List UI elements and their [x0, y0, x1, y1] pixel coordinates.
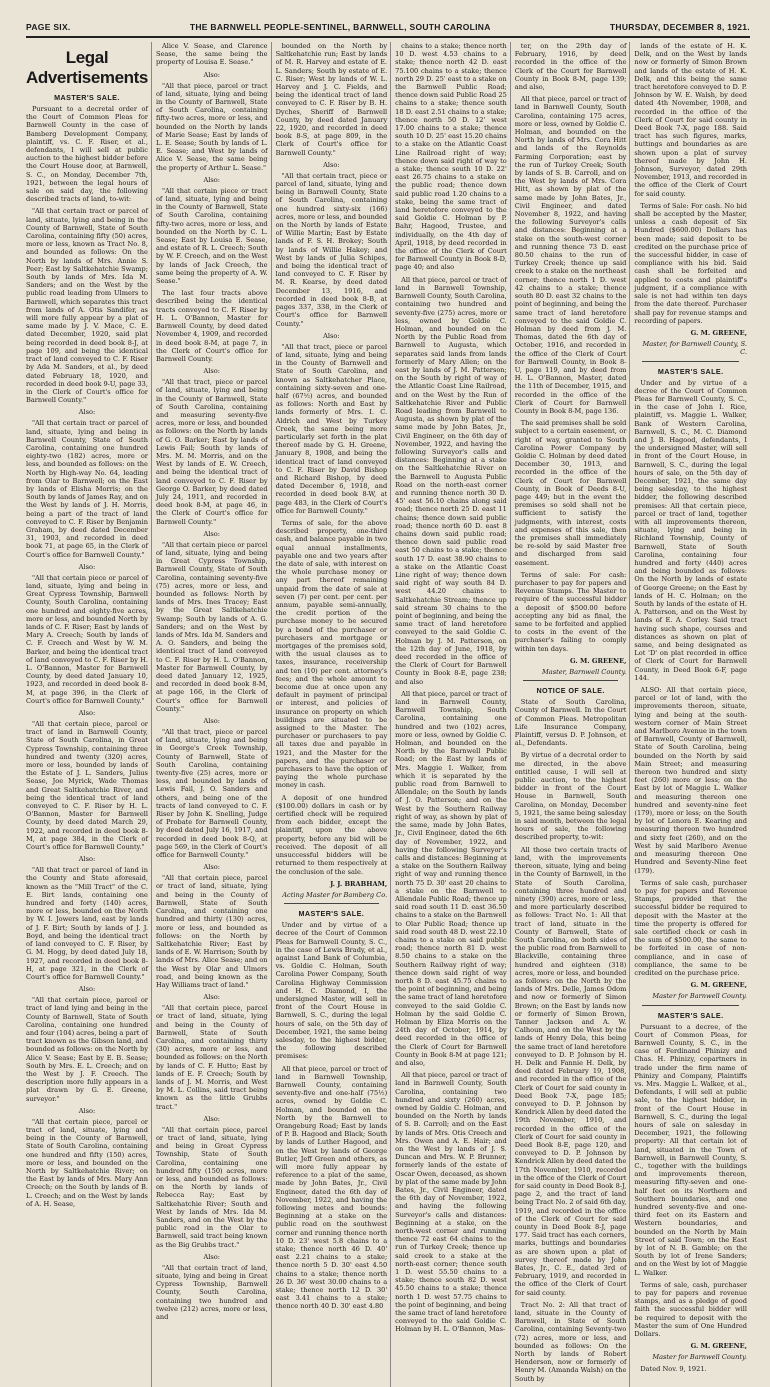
notice-paragraph: "All that certain piece or tract of land, situate, lying and being in the County of Barnwell, State of South Carolina, containing fifty-two acres, more or less, and bounded on the North by C. L. Sease; East by Louisa E. Sease, and estate of R. L. Creech; South by W. F. Creech, and on the West by lands of Jack Creech, the same being the property of A. W. Sease.": [155, 186, 268, 286]
also-label: Also:: [78, 562, 96, 571]
notice-paragraph: "All that tract or parcel of land in the County and State aforesaid, known as the "Mill Tract" of the C. E. Birt lands, containing one hundred and forty (140) acres, more or less, bounded on the North by W. I. Jowers land, east by lands of J. F. Birt; South by lands of J. J. Boyd, and being the identical tract of land conveyed to C. F. Riser, by G. M. Hogg, by deed dated July 18, 1927, and recorded in deed book 8-H, at page 321, in the Clerk of Court's office for Barnwell County.": [26, 866, 148, 981]
notice-paragraph: Terms of sale cash, purchaser to pay for papers and Revenue Stamps, provided that the successful bidder be required to deposit with the Master at the time the property is offered for sale certified check or cash in the sum of $500.00, the same to be forfeited in case of non-compliance, and in case of compliance, the same to be credited on the purchase price.: [634, 878, 747, 977]
also-label: Also:: [203, 367, 220, 376]
notice-paragraph: Under and by virtue of a decree of the Court of Common Pleas for Barnwell County, S. C., in the case of John I. Rice, plaintiff, vs. Maggie L. Walker, Bank of Western Carolina, Barnwell, S. C., M. C. Diamond and J. B. Hagood, defendants, I the undersigned Master, will sell in front of the Court House, in Barnwell, S. C., during the legal hours of sale, on the 5th day of December, 1921, the same day being salesday, to the highest bidder, the following described premises: All that certain piece, parcel or tract of land, together with all improvements thereon, situate, lying and being in Richland Township, County of Barnwell, State of South Carolina, containing four hundred and forty (440) acres and being bounded as follows: On the North by lands of estate of George Greene; on the East by lands of H. C. Holman; on the South by lands of the estate of H. A. Patterson, and on the West by lands of E. A. Corley. Said tract having such shape, courses and distances as shown on plat of same, and being designated as Lot 'D' on plat recorded in office of Clerk of Court for Barnwell County, in Deed Book 6-F, page 144.: [634, 378, 747, 682]
notice-paragraph: The said premises shall be sold subject to a certain easement, or right of way, granted to South Carolina Power Company by Goldie C. Holman by deed dated December 30, 1913, and recorded in the office of the Clerk of Court for Barnwell County, in Book of Deeds 8-U, page 449; but in the event the premises so sold shall not be sufficient to satisfy the judgments, with interest, costs and expenses of this sale, then the premises shall immediately be re-sold by said Master free and discharged from said easement.: [514, 419, 627, 567]
notice-paragraph: Alice V. Sease, and Clarence Sease, the same being the property of Louisa E. Sease.": [155, 42, 268, 67]
notice-paragraph: "All that tract, piece or parcel of land, situate, lying and being in George's Creek Township, County of Barnwell, State of South Carolina, containing twenty-five (25) acres, more or less, and bounded by lands of Lewis Fail, J. O. Sanders and others, and being one of the tracts of land conveyed to C. F. Riser by John K. Snelling, Judge of Probate for Barnwell County, by deed dated July 16, 1917, and recorded in deed book 8-Q, at page 569, in the Clerk of Court's office for Barnwell County.": [155, 728, 268, 860]
also-label: Also:: [323, 160, 340, 169]
newspaper-title: THE BARNWELL PEOPLE-SENTINEL, BARNWELL, SOUTH CAROLINA: [189, 22, 491, 32]
also-label: Also:: [203, 1252, 220, 1261]
also-label: Also:: [203, 529, 220, 538]
also-label: Also:: [78, 985, 96, 994]
notice-paragraph: All that piece, parcel or tract of land in Barnwell County, South Carolina, containing two hundred and sixty (260) acres, owned by Goldie C. Holman, and bounded on the North by lands of S. B. Carroll; and on the East by lands of Mrs. Otis Creech and Mrs. Owen and A. E. Hair; and on the West by lands of J. S. Duncan and Mrs. W. P. Brunner, formerly lands of the estate of Oscar Owen, deceased, as shown by plat of the same made by John Bates, Jr., Civil Engineer, dated the 6th day of November, 1922, and having the following Surveyor's calls and distances: Beginning at a stake, on the north-west corner and running thence 72 east 64 chains to the run of Turkey Creek; thence up said creek to a stake at the north-east corner; thence south 1 D. west 55.50 chains to a stake; thence south 82 D. west 45.50 chains to a stake; thence north 1 D. west 57.75 chains to the point of beginning, and being the same tract of land heretofore conveyed to the said Goldie C. Holman by H. L. O'Bannon, Mas-: [395, 1071, 507, 1334]
notice-heading: MASTER'S SALE.: [298, 909, 365, 919]
divider: [523, 680, 619, 681]
notice-heading: MASTER'S SALE.: [54, 93, 120, 102]
column-1: [26, 42, 152, 1387]
notice-paragraph: "All that certain piece or parcel of land, situate, lying and being in Great Cypress Township, Barnwell County, State of South Carolina, containing seventy-five (75) acres, more or less, and bounded as follows: North by lands of Mrs. Ines Tracey; East by the Great Saltkehatchie Swamp; South by lands of A. G. Sanders; and on the West by lands of Mrs. Ida M. Sanders and A. O. Sanders, and being the identical tract of land conveyed to C. F. Riser by H. L. O'Bannon, Master for Barnwell County, by deed dated January 12, 1925, and recorded in deed book 8-M, at page 166, in the Clerk of Court's office for Barnwell County.": [155, 540, 268, 713]
also-label: Also:: [78, 855, 96, 864]
also-label: Also:: [78, 709, 96, 718]
notice-paragraph: "All that certain tract or parcel of land, situate, lying and being in the County of Barnwell, State of South Carolina, containing fifty (50) acres, more or less, known as Tract No. 8, and bounded as follows: On the North by lands of Mrs. Annie S. Peer; East by Saltkehatchie Swamp; South by lands of Mrs. Ida M. Sanders; and on the West by the public road leading from Ulmers to Barnwell, which separates this tract from lands of A. Otis Sandifer, as will more fully appear by a plat of same made by J. V. Mace, C. E. dated December, 1920, said plat being recorded in deed book 8-J, at page 109, and being the identical tract of land conveyed to C. F. Riser by Ada M. Sanders, et al., by deed dated February 18, 1920, and recorded in deed book 9-U, page 33, in the Clerk of Court's office for Barnwell County.": [26, 207, 148, 405]
notice-paragraph: All those two certain tracts of land, with the improvements thereon, situate, lying and being in the County of Barnwell, in the State of South Carolina, containing three hundred and ninety (390) acres, more or less, and more particularly described as follows: Tract No. 1: All that tract of land, situate in the County of Barnwell, State of South Carolina, on both sides of the public road from Barnwell to Blackville, containing three hundred and eighteen (318) acres, more or less, and bounded as follows: on the North by the lands of Mrs. Delle, James Odom and now or formerly of Simon Brown; on the East by lands now or formerly of Simon Brown, Tanner Jackson and A. W. Calhoun, and on the West by the lands of Henry Dela, this being the same tract of land heretofore conveyed to D. P. Johnson by H. H. Delk and Fannie H. Delk, by deed dated February 19, 1908, and recorded in the office of the Clerk of Court for said county in Deed Book 7-X, page 185; conveyed to D. P. Johnson by Kendrick Allen by deed dated the 19th November, 1910, and recorded in the office of the Clerk of Court for said county in Deed Book 8-E, page 120, and conveyed to D. P. Johnson by Kendrick Allen by deed dated the 17th November, 1910, recorded in the office of the Clerk of Court for said county in Deed Book 8-J, page 2, and the tract of land being Tract No. 2 of said 6th day, 1919, and recorded in the office of the Clerk of Court for said county in Deed Book 8-J, page 177. Said tract has each corners, marks, buttings and boundaries as are shown upon a plat of survey thereof made by John Bates, Jr., C. E., dated 3rd of February, 1919, and recorded in the office of the Clerk of Court for said county.: [514, 845, 627, 1297]
notice-paragraph: A deposit of one hundred ($100.00) dollars in cash or by certified check will be required from each bidder, except the plaintiff, upon the above property, before any bid will be received. The deposit of all unsuccessful bidders will be returned to them respectively at the conclusion of the sale.: [275, 793, 388, 876]
notice-paragraph: Terms of sale: For cash: purchaser to pay for papers and Revenue Stamps. The Master to require of the successful bidder a deposit of $500.00 before accepting any bid as final, the same to be forfeited and applied to costs in the event of the purchaser's failing to comply within ten days.: [514, 570, 627, 653]
signature-name: G. M. GREENE,: [690, 328, 747, 337]
notice-paragraph: chains to a stake; thence north 10 D. west 4.53 chains to a stake; thence north 42 D. east 75.100 chains to a stake; thence north 29 D. 25' east to a stake on the Barnwell Public Road; thence down said Public Road 25 chains to a stake; thence south 18 D. east 2.51 chains to a stake; thence north 50 D. 12' west 17.00 chains to a stake; thence south 10 D. 25' east 15.20 chains to a stake on the Atlantic Coast Line Railroad right of way; thence down said right of way to a stake; thence south 10 D. 22' east 26.75 chains to a stake on the public road; thence down said public road 1.20 chains to a stake, being the same tract of land heretofore conveyed to the said Goldie C. Holman by P. Bahr, Hagood, Trustee, and individually, on the 4th day of April, 1918, by deed recorded in the office of the Clerk of Court for Barnwell County in Book 8-D, page 40; and also: [395, 42, 507, 272]
notice-paragraph: All that piece, parcel or tract of land in Barnwell Township, Barnwell County, South Carolina, containing two hundred and seventy-five (275) acres, more or less, owned by Goldie C. Holman, and bounded on the North by the Public Road from Barnwell to Augusta, which separates said lands from lands formerly of Mary Allen; on the east by lands of J. M. Patterson; on the South by right of way of the Atlantic Coast Line Railroad, and on the West by the Run of Saltkehatchie River and Public Road leading from Barnwell to Augusta, as shown by plat of the same made by John Bates, Jr., Civil Engineer, on the 6th day of November, 1922, and having the following Surveyor's calls and distances: Beginning at a stake on the Saltkehatchie River on the Barnwell to Augusta Public Road on the north-east corner and running thence north 30 D. 45' east 56.10 chains along said road; thence north 25 D. east 11 chains; thence down said public road; thence north 60 D. east 8 chains down said public road; thence down said public road east 50 chains to a stake; thence south 17 D. east 38.90 chains to a stake on the Atlantic Coast Line right of way; thence down said right of way south 84 D. west 44.20 chains to Saltkehatchie Stream; thence up said stream 30 chains to the point of beginning, and being the same tract of land heretofore conveyed to the said Goldie C. Holman by J. M. Patterson, on the 12th day of June, 1918, by deed recorded in the office of the Clerk of Court for Barnwell County in Book 8-E, page 238; and also: [395, 275, 507, 686]
column-2: [156, 42, 272, 1387]
issue-date: THURSDAY, DECEMBER 8, 1921.: [609, 22, 750, 32]
notice-paragraph: "All that certain piece or parcel of land, situate, lying and being in Great Cypress Township, Barnwell County, South Carolina, containing one hundred and eighty-five acres, more or less, and bounded North by lands of C. F. Riser; East by lands of Mary A. Creech; South by lands of C. F. Creech and West by W. M. Barker, and being the identical tract of land conveyed to C. F. Riser by H. L. O'Bannon, Master for Barnwell County, by deed dated January 10, 1923, and recorded in deed book 8-M, at page 396, in the Clerk of Court's office for Barnwell County.": [26, 573, 148, 705]
notice-paragraph: ALSO: All that certain piece, parcel or lot of land, with the improvements thereon, situate, lying and being at the south-western corner of Main Street and Marlboro Avenue in the town of Barnwell, County of Barnwell, State of South Carolina, being bounded on the North by said Main Street; and measuring thereon two hundred and sixty feet (260) more or less; on the East by lot of Maggie L. Walker and measuring thereon one hundred and seventy-nine feet (179), more or less; on the South by lot of Lenora E. Kearing and measuring thereon two hundred and sixty feet (260), and on the West by said Marlboro Avenue and measuring thereon One Hundred and Seventy-Nine feet (179).: [634, 686, 747, 875]
signature-title: Master, Barnwell County.: [542, 668, 627, 677]
page-header: [26, 20, 750, 34]
notice-paragraph: By virtue of a decretal order to me directed, in the above entitled cause, I will sell at public auction, to the highest bidder in front of the Court House in Barnwell, South Carolina, on Monday, December 5, 1921, the same being salesday in said month, between the legal hours of sale, the following described property, to-wit:: [514, 751, 627, 842]
notice-paragraph: "All that tract, piece or parcel of land, situate, lying and being in the County of Barnwell and State of South Carolina, and known as Saltkehatcher Place, containing sixty-seven and one-half (67½) acres, and bounded as follows: North and East by lands formerly of Mrs. I. C. Aldrich and West by Turkey Creek, the same being more particularly set forth in the plat thereof made by G. H. Greene, January 8, 1908, and being the identical tract of land conveyed to C. F. Riser by David Bishop and Richard Bishop, by deed dated December 6, 1918, and recorded in deed book 8-W, at page 483, in the Clerk of Court's office for Barnwell County.": [275, 342, 388, 515]
also-label: Also:: [203, 717, 220, 726]
notice-paragraph: All that piece, parcel or tract of land in Barnwell County, South Carolina, containing 175 acres, more or less, owned by Goldie C. Holman, and bounded on the North by lands of Mrs. Cora Hitt and lands of the Reynolds Farming Corporation; east by the run of Turkey Creek; South by lands of S. B. Carroll, and on the West by lands of Mrs. Cora Hitt, as shown by plat of the same made by John Bates, Jr., Civil Engineer, and dated November 8, 1922, and having the following Surveyor's calls and distances: Beginning at a stake on the south-west corner and running thence 73 D. east 80.50 chains to the run of Turkey Creek; thence up said creek to a stake on the northeast corner; thence north 1 D. west 42 chains to a stake; thence south 80 D. east 32 chains to the point of beginning, and being the same tract of land heretofore conveyed to the said Goldie C. Holman by deed from J. M. Thomas, dated the 6th day of October, 1916, and recorded in the office of the Clerk of Court for Barnwell County, in Book 8-U, page 119, and by deed from H. L. O'Bannon, Master, dated the 11th of December, 1915, and recorded in the office of the Clerk of Court for Barnwell County in Book 8-M, page 136.: [514, 95, 627, 415]
also-label: Also:: [78, 408, 96, 417]
also-label: Also:: [78, 1106, 96, 1115]
notice-paragraph: Terms of Sale: For cash. No bid shall be accepted by the Master, unless a cash deposit of Six Hundred ($600.00) Dollars has been made; said deposit to be credited on the purchase price of the successful bidder, in case of compliance with his bid. Said cash shall be forfeited and applied to costs and plaintiff's judgment, if a compliance with sale is not had within ten days from the date thereof. Purchaser shall pay for revenue stamps and recording of papers.: [634, 201, 747, 325]
divider: [284, 903, 380, 904]
header-rule: [26, 36, 750, 38]
notice-heading: MASTER'S SALE.: [657, 1010, 724, 1020]
notice-paragraph: ter, on the 29th day of February, 1916, by deed recorded in the office of the Clerk of the Court for Barnwell County in Book 8-M, page 139; and also,: [514, 42, 627, 92]
column-6: [634, 42, 750, 1387]
notice-heading: NOTICE OF SALE.: [536, 686, 605, 696]
notice-date: Dated Nov. 9, 1921.: [640, 1364, 707, 1373]
notice-paragraph: Pursuant to a decretal order of the Court of Common Pleas for Barnwell County in the case of Bamberg Development Company, plaintiff, vs. C. F. Riser, et al., defendants, I will sell at public auction to the highest bidder before the Court House door, at Barnwell, S. C., on Monday, December 7th, 1921, between the legal hours of sale on said day, the following described tracts of land, to-wit:: [26, 105, 148, 204]
notice-paragraph: Tract No. 2: All that tract of land, situate in the County of Barnwell, in State of South Carolina, containing Seventy-two (72) acres, more or less, and bounded as follows: On the North by lands of Robert Henderson, now or formerly of Henry M. (Amanda Walsh) on the South by: [514, 1300, 627, 1383]
notice-paragraph: "All that certain tract or parcel of land, situate, lying and being in Barnwell County, State of South Carolina, containing one hundred eighty-two (182) acres, more or less, and bounded as follows: on the North by High-way No. 64, leading from Olar to Barnwell; on the East by lands of Elisha Morris; on the South by lands of James Ray, and on the West by lands of J. H. Morris, being a part of the tract of land conveyed to C. F. Riser by Benjamin Graham, by deed dated December 31, 1903, and recorded in deed book 71, at page 65, in the Clerk of Court's office for Barnwell County.": [26, 419, 148, 559]
signature-name: J. J. BRABHAM,: [330, 879, 388, 888]
divider: [642, 361, 739, 362]
also-label: Also:: [323, 331, 340, 340]
also-label: Also:: [203, 993, 220, 1002]
notice-paragraph: "All that certain tract, piece or parcel of land, situate, lying and being in Barnwell County, State of South Carolina, containing one hundred sixty-six (166) acres, more or less, and bounded on the North by lands of Estate of Willie Martin; East by Estate lands of F. S. H. Brokey; South by lands of Willie Hakey; and West by lands of Julia Schipes, and being the identical tract of land conveyed to C. F. Riser by M. R. Kearse, by deed dated December 13, 1916, and recorded in deed book 8-B, at pages 337, 338, in the Clerk of Court's office for Barnwell County.": [275, 171, 388, 328]
section-title: Legal Advertisements: [26, 48, 148, 87]
notice-heading: MASTER'S SALE.: [657, 366, 724, 376]
signature-name: G. M. GREENE,: [690, 981, 747, 990]
notice-paragraph: State of South Carolina, County of Barnwell. In the Court of Common Pleas. Metropolitan Life Insurance Company, Plaintiff, versus D. P. Johnson, et al., Defendants.: [514, 698, 627, 748]
column-3: [276, 42, 392, 1387]
signature-title: Master, for Barnwell County, S. C.: [642, 340, 747, 357]
notice-paragraph: "All that certain piece, parcel or tract of land lying and being in the County of Barnwell, State of South Carolina, containing one hundred and four (104) acres, being a part of tract known as the Gibson land, and bounded as follows: on the North by Alice V. Sease; East by E. B. Sease; South by Mrs. E. L. Creech; and on the West by J. F. Creech. The description more fully appears in a plat drawn by G. E. Greene, surveyor.": [26, 996, 148, 1103]
notice-paragraph: "All that tract, piece or parcel of land, situate, lying and being in the County of Barnwell, State of South Carolina, containing and measuring seventy-five acres, more or less, and bounded as follows: on the North by lands of G. O. Barker; East by lands of Lewis Fail; South by lands of Mrs. M. M. Morris, and on the West by lands of E. W. Creech, and being the identical tract of land conveyed to C. F. Riser by George O. Barker, by deed dated July 24, 1911, and recorded in deed book 8-M, at page 46, in the Clerk of Court's office for Barnwell County.": [155, 378, 268, 526]
also-label: Also:: [203, 1114, 220, 1123]
notice-paragraph: Terms of sale, for the above described property, one-third cash, and balance payable in two equal annual installments, payable one and two years after the date of sale, with interest on the whole purchase money or any part thereof remaining unpaid from the date of sale at seven (7) per cent. per cent. per annum, payable semi-annually, the credit portion of the purchase money to be secured by a bond of the purchaser or purchasers and mortgage or mortgages of the premises sold, with the usual clauses as to taxes, insurance, receivership and ten (10) per cent. attorney's fees; and the whole amount to become due at once upon any default in payment of principal or interest, and policies of insurance on property on which buildings are situated to be assigned to the Master. The purchaser or purchasers to pay all taxes due and payable in 1921, and the Master for the papers, and the purchaser or purchasers to have the option of paying the whole purchase money in cash.: [275, 518, 388, 790]
signature-title: Master for Barnwell County.: [652, 1353, 747, 1362]
notice-paragraph: "All that piece, parcel or tract of land, situate, lying and being in the County of Barnwell, State of South Carolina, containing fifty-two acres, more or less, and bounded on the North by lands of Marie Sease; East by lands of L. E. Sease; South by lands of L. E. Sease; and West by lands of Alice V. Sease, the same being the property of Arthur L. Sease.": [155, 81, 268, 172]
legal-ads-columns: [26, 42, 750, 1383]
notice-paragraph: Under and by virtue of a decree of the Court of Common Pleas for Barnwell County, S. C., in the case of Lewis Brady, et al., against Land Bank of Columbia, vs. Goldie C. Holman, South Carolina Power Company, South Carolina Highway Commission and H. C. Diamond, I, the undersigned Master, will sell in front of the Court House in Barnwell, S. C., during the legal hours of sale, on the 5th day of December, 1921, the same being salesday, to the highest bidder, the following described premises:: [275, 921, 388, 1061]
notice-paragraph: "All that certain piece, parcel or tract of land, situate, lying and being in Great Cypress Township, State of South Carolina, containing one hundred fifty (150) acres, more or less, and bounded as follows: on the North by lands of Rebecca Ray; East by Saltkehatchie River; South and West by lands of Mrs. Ida M. Sanders, and on the West by the public road in the Olar to Barnwell, said tract being known as the Big Grubbs tract.": [155, 1125, 268, 1249]
signature-name: G. M. GREENE,: [570, 656, 627, 665]
column-5: [515, 42, 631, 1387]
notice-paragraph: lands of the estate of H. K. Delk, and on the West by lands now or formerly of Simon Brown and lands of the estate of H. K. Delk, and this being the same tract heretofore conveyed to D. P. Johnson by W. E. Walsh, by deed dated 4th November, 1908, and recorded in the office of the Clerk of Court for said county in Deed Book 7-X, page 188. Said tract has such figures, marks, buttings and boundaries as are shown upon a plat of survey thereof made by John H. Johnson, Surveyor, dated 29th November, 1913, and recorded in the office of the Clerk of Court for said county.: [634, 42, 747, 198]
notice-paragraph: bounded on the North by Saltkehatchie run; East by lands of M. R. Harvey and estate of E. L. Sanders; South by estate of E. C. Riser; West by lands of W. L. Harvey and J. C. Fields, and being the identical tract of land conveyed to C. F. Riser by B. H. Dyches, Sheriff of Barnwell County, by deed dated January 22, 1920, and recorded in deed book 8-S, at page 809, in the Clerk of Court's office for Barnwell County.": [275, 42, 388, 157]
notice-paragraph: Pursuant to a decree, of the Court of Common Pleas, for Barnwell County, S. C., in the case of Ferdinand Phinizy and Chas. H. Phinizy, copartners in trade under the firm name of Phinizy and Company, Plaintiffs vs. Mrs. Maggie L. Walker, et al., Defendants, I will sell at public sale, to the highest bidder, in front of the Court House in Barnwell, S. C., during the legal hours of sale on salesday in December, 1921, the following property: All that certain lot of land, situated in the Town of Barnwell, in Barnwell County, S. C., together with the buildings and improvements thereon, measuring fifty-seven and one-half feet on its Northern and Southern boundaries, and one hundred seventy-five and one-third feet on its Eastern and Western boundaries, and bounded on the North by Main Street of said Town; on the East by lot of N. B. Gamble; on the South by lot of Irene Sanders; and on the West by lot of Maggie L. Walker.: [634, 1022, 747, 1277]
notice-paragraph: Terms of sale, cash, purchaser to pay for papers and revenue stamps, and as a pledge of good faith the successful bidder will be required to deposit with the Master the sum of One Hundred Dollars.: [634, 1280, 747, 1339]
notice-paragraph: "All that certain tract of land, situate, lying and being in Great Cypress Township, Barnwell County, South Carolina, containing two hundred and twelve (212) acres, more or less, and: [155, 1263, 268, 1322]
also-label: Also:: [203, 863, 220, 872]
notice-paragraph: All that piece, parcel or tract of land in Barnwell County, Barnwell Township, South Carolina, containing one hundred and two (102) acres, more or less, owned by Goldie C. Holman, and bounded on the North by the Barnwell Public Road; on the East by lands of Mrs. Maggie I. Walker, from which it is separated by the public road from Barnwell to Allendale; on the South by lands of J. O. Patterson; and on the West by the Southern Railway right of way, as shown by plat of the same, made by John Bates, Jr., Civil Engineer, dated the 6th day of November, 1922, and having the following Surveyor's calls and distances: Beginning at a stake on the Southern Railway right of way and running thence north 75 D. 30' east 20 chains to a stake on the Barnwell to Allendale Public Road; thence up said road south 11 D. east 36.50 chains to a stake on the Barnwell to Olar Public Road; thence up said road south 48 D. west 22.10 chains to a stake on said public road; thence north 81 D. west 8.50 chains to a stake on the Southern Railway right of way; thence down said right of way north 8 D. east 45.75 chains to the point of beginning, and being the same tract of land heretofore conveyed to the said Goldie C. Holman by the said Goldie C. Holman by Eliza Morris on the 24th day of October, 1914, by deed recorded in the office of the Clerk of Court for Barnwell County in Book 8-M at page 121; and also,: [395, 689, 507, 1067]
signature-name: G. M. GREENE,: [690, 1342, 747, 1351]
also-label: Also:: [203, 175, 220, 184]
notice-paragraph: "All that certain piece, parcel or tract of land, situate, lying and being in the County of Barnwell, State of South Carolina, and containing thirty (30) acres, more or less, and bounded as follows: on the North by lands of C. F. Hutto; East by lands of E. F. Creech; South by lands of J. M. Morris, and West by M. L. Collins, said tract being known as the little Grubbs tract.": [155, 1004, 268, 1111]
column-4: [395, 42, 511, 1387]
notice-paragraph: "All that certain piece, parcel or tract of land, situate, lying and being in the County of Barnwell, State of South Carolina, containing one hundred and fifty (150) acres, more or less, and bounded on the North by Saltkehatchie River; on the East by lands of Mrs. Mary Ann Creech; on the South by lands of B. L. Creech; and on the West by lands of A. H. Sease,: [26, 1117, 148, 1208]
page-number: PAGE SIX.: [26, 22, 71, 32]
notice-paragraph: The last four tracts above described being the identical tracts conveyed to C. F. Riser by H. L. O'Bannon, Master for Barnwell County, by deed dated November 4, 1909, and recorded in deed book 8-M, at page 7, in the Clerk of Court's office for Barnwell County.: [155, 289, 268, 363]
signature-title: Master for Barnwell County.: [652, 992, 747, 1001]
notice-paragraph: "All that certain piece, parcel or tract of land in Barnwell County, State of South Carolina, in Great Cypress Township, containing three hundred and twenty (320) acres, more or less, bounded by lands of the Estate of J. L. Sanders, Julius Sease, Joe Myrick, Wade Thomas and Great Saltkehatchie River, and being the identical tract of land conveyed to C. F. Riser by H. L. O'Bannon, Master for Barnwell County, by deed dated March 29, 1922, and recorded in deed book 8-M, at page 384, in the Clerk of Court's office for Barnwell County.": [26, 720, 148, 852]
signature-title: Acting Master for Bamberg Co.: [282, 890, 388, 899]
notice-paragraph: "All that certain piece, parcel or tract of land, situate, lying and being in the County of Barnwell, State of South Carolina, and containing one hundred and thirty (130) acres, more or less, and bounded as follows: on the North by Saltkehatchie River; East by lands of E. W. Harrison; South by lands of Mrs. Alice Sease; and on the West by Olar and Ulmers road, and being known as the Hay Williams tract of land.": [155, 874, 268, 989]
also-label: Also:: [203, 70, 220, 79]
notice-paragraph: All that piece, parcel or tract of land in Barnwell Township, Barnwell County, containing seventy-five and one-half (75½) acres, owned by Goldie C. Holman, and bounded on the North by the Barnwell to Orangeburg Road; East by lands of P. B. Hagood and Black; South by lands of Luther Hagood, and on the West by lands of George Butler, Jeff Green and others, as will more fully appear by reference to a plat of the same, made by John Bates, Jr., Civil Engineer, dated the 6th day of November, 1922, and having the following metes and bounds: Beginning at a stake on the public road on the southwest corner and running thence north 10 D. 23' west 5.8 chains to a stake; thence north 46 D. 40' east 2.21 chains to a stake; thence north 5 D. 30' east 4.50 chains to a stake; thence north 26 D. 36' west 30.00 chains to a stake; thence north 12 D. 30' east 3.41 chains to a stake; thence north 40 D. 30' east 4.80: [275, 1064, 388, 1311]
divider: [642, 1005, 739, 1006]
